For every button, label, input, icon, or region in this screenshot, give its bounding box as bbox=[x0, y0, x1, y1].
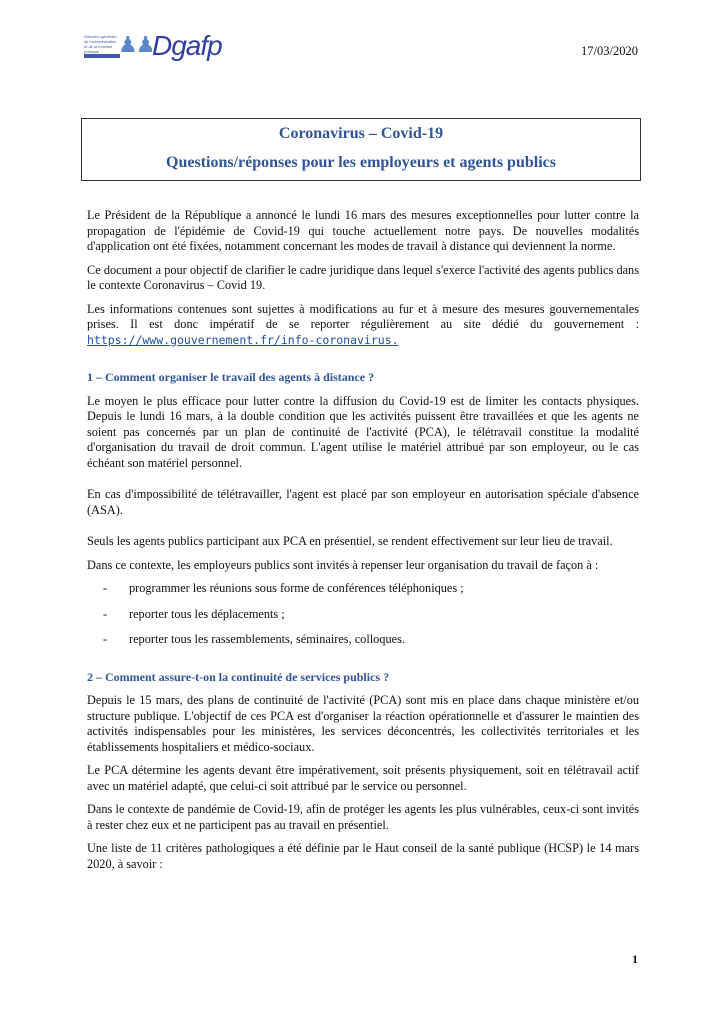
list-item-text: reporter tous les rassemblements, séminaires, colloques. bbox=[129, 632, 405, 646]
list-item bbox=[87, 632, 639, 648]
section-2-paragraph-3: Dans le contexte de pandémie de Covid-19, afin de protéger les agents les plus vulnérables, ceux-ci sont invités à rester chez eux et ne participent pas au travail en présentiel. bbox=[87, 802, 639, 832]
dgafp-logo bbox=[84, 28, 234, 70]
section-2-paragraph-1: Depuis le 15 mars, des plans de continuité de l'activité (PCA) sont mis en place dans chaque ministère et/ou structure publique. L'objectif de ces PCA est d'organiser la réaction opérationnelle et d'assurer le maintien des activités indispensables pour les ministères, les services déconcentrés, les collectivités territoriales et les établissements hospitaliers et médico-sociaux. bbox=[87, 693, 639, 754]
section-1-paragraph-2: En cas d'impossibilité de télétravailler, l'agent est placé par son employeur en autorisation spéciale d'absence (ASA). bbox=[87, 487, 639, 517]
section-2-paragraph-2: Le PCA détermine les agents devant être impérativement, soit présents physiquement, soit en télétravail actif avec un matériel adapté, que celui-ci soit attribué par le service ou personnel. bbox=[87, 763, 639, 793]
document-title: Coronavirus – Covid-19 bbox=[278, 125, 444, 142]
section-1-paragraph-1: Le moyen le plus efficace pour lutter contre la diffusion du Covid-19 est de limiter les contacts physiques. Depuis le lundi 16 mars, à la double condition que les activités puissent être travaillées et que les agents ne soient pas concernés par un plan de continuité de l'activité (PCA), le télétravail constitue la modalité d'organisation du travail de droit commun. L'agent utilise le matériel attribué par son employeur, ou le cas échéant son matériel personnel. bbox=[87, 393, 639, 470]
intro-paragraph-3 bbox=[87, 302, 639, 349]
list-item bbox=[87, 581, 639, 597]
list-item-text: programmer les réunions sous forme de conférences téléphoniques ; bbox=[129, 581, 464, 595]
document-body bbox=[87, 208, 639, 880]
page-number: 1 bbox=[632, 952, 638, 966]
gouvernement-link[interactable]: https://www.gouvernement.fr/info-coronavirus. bbox=[87, 332, 399, 347]
section-2-paragraph-4: Une liste de 11 critères pathologiques a été définie par le Haut conseil de la santé publique (HCSP) le 14 mars 2020, à savoir : bbox=[87, 841, 639, 871]
section-2-heading: 2 – Comment assure-t-on la continuité de services publics ? bbox=[87, 669, 390, 684]
document-subtitle: Questions/réponses pour les employeurs et agents publics bbox=[166, 154, 556, 171]
logo-figures-icon: ♟♟ bbox=[118, 32, 154, 57]
title-box bbox=[81, 118, 641, 181]
list-item bbox=[87, 607, 639, 623]
intro-paragraph-1: Le Président de la République a annoncé le lundi 16 mars des mesures exceptionnelles pour lutter contre la propagation de l'épidémie de Covid-19 qui touche actuellement notre pays. De nouvelles modalités d'application ont été fixées, notamment concernant les modes de travail à distance qui deviennent la norme. bbox=[87, 208, 639, 253]
logo-bar bbox=[84, 54, 120, 58]
intro-paragraph-3-text: Les informations contenues sont sujettes à modifications au fur et à mesure des mesures gouvernementales prises. Il est donc impératif de se reporter régulièrement au site dédié du gouvernement : bbox=[87, 301, 639, 331]
dash-bullet: - bbox=[103, 606, 108, 621]
section-1-paragraph-3: Seuls les agents publics participant aux PCA en présentiel, se rendent effectivement sur leur lieu de travail. bbox=[87, 534, 613, 548]
logo-brand: Dgafp bbox=[152, 30, 222, 61]
dash-bullet: - bbox=[103, 632, 108, 646]
logo-subtitle: Direction générale de l'administration et de la fonction publique bbox=[84, 34, 117, 54]
list-item-text: reporter tous les déplacements ; bbox=[129, 606, 285, 621]
section-1-list bbox=[87, 581, 639, 648]
document-date: 17/03/2020 bbox=[581, 44, 638, 58]
section-1-heading: 1 – Comment organiser le travail des agents à distance ? bbox=[87, 370, 375, 384]
dash-bullet: - bbox=[103, 581, 108, 595]
intro-paragraph-2: Ce document a pour objectif de clarifier le cadre juridique dans lequel s'exerce l'activité des agents publics dans le contexte Coronavirus – Covid 19. bbox=[87, 262, 639, 292]
section-1-paragraph-4: Dans ce contexte, les employeurs publics sont invités à repenser leur organisation du travail de façon à : bbox=[87, 557, 599, 572]
